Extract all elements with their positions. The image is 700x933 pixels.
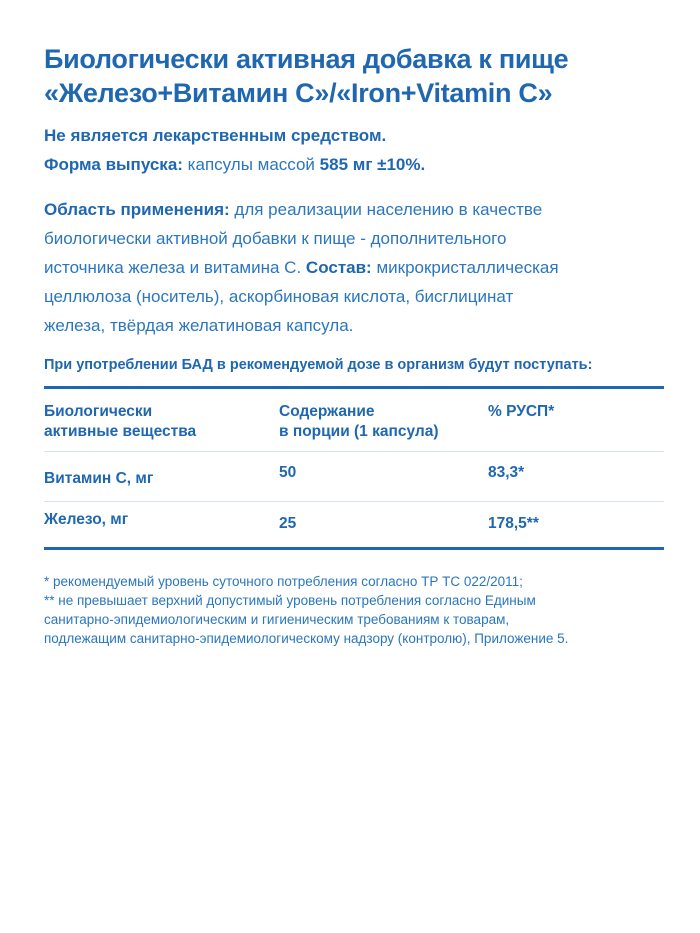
row-vitamin-c-name: Витамин С, мг	[44, 470, 154, 487]
table-divider-1	[44, 451, 664, 452]
table-divider-2	[44, 501, 664, 502]
application-area-label: Область применения:	[44, 200, 230, 219]
footnotes	[44, 572, 674, 648]
release-form-value: 585 мг ±10%.	[319, 155, 426, 174]
area-line-3	[44, 253, 674, 282]
table-caption: При употреблении БАД в рекомендуемой дозе в организм будут поступать:	[44, 357, 593, 373]
area-line-2: биологически активной добавки к пище - дополнительного	[44, 229, 507, 248]
header-substances-line2: активные вещества	[44, 423, 197, 440]
header-content-line1: Содержание	[279, 403, 375, 420]
product-title	[44, 42, 674, 110]
not-medicine-notice: Не является лекарственным средством.	[44, 126, 387, 145]
header-percent-rusp: % РУСП*	[488, 403, 555, 420]
intro-block	[44, 121, 674, 179]
composition-text-2: целлюлоза (носитель), аскорбиновая кислота, бисглицинат	[44, 287, 514, 306]
application-area	[44, 195, 674, 340]
table-bottom-rule	[44, 547, 664, 550]
area-line-1	[44, 195, 674, 224]
row-vitamin-c-percent: 83,3*	[488, 464, 525, 481]
header-content-line2: в порции (1 капсула)	[279, 423, 439, 440]
footnote-2-line1: ** не превышает верхний допустимый уровень потребления согласно Единым	[44, 593, 536, 608]
application-area-text-1: для реализации населению в качестве	[234, 200, 543, 219]
row-iron-percent: 178,5**	[488, 515, 539, 532]
composition-text-3: железа, твёрдая желатиновая капсула.	[44, 316, 354, 335]
release-form-label: Форма выпуска:	[44, 155, 183, 174]
application-area-text-3: источника железа и витамина С.	[44, 258, 302, 277]
product-title-line1: Биологически активная добавка к пище	[44, 44, 569, 74]
composition-label: Состав:	[305, 258, 372, 277]
footnote-1: * рекомендуемый уровень суточного потребления согласно ТР ТС 022/2011;	[44, 574, 523, 589]
footnote-2-line2: санитарно-эпидемиологическим и гигиеническим требованиям к товарам,	[44, 612, 510, 627]
header-content	[279, 402, 499, 442]
release-form	[44, 150, 674, 179]
header-substances-line1: Биологически	[44, 403, 153, 420]
row-iron-name: Железо, мг	[44, 511, 129, 528]
footnote-2-line3: подлежащим санитарно-эпидемиологическому надзору (контролю), Приложение 5.	[44, 631, 569, 646]
release-form-text: капсулы массой	[187, 155, 315, 174]
table-top-rule	[44, 386, 664, 389]
header-substances	[44, 402, 264, 442]
row-iron-amount: 25	[279, 515, 297, 532]
row-vitamin-c-amount: 50	[279, 464, 297, 481]
product-title-line2: «Железо+Витамин С»/«Iron+Vitamin C»	[44, 78, 553, 108]
composition-text-1: микрокристаллическая	[376, 258, 559, 277]
